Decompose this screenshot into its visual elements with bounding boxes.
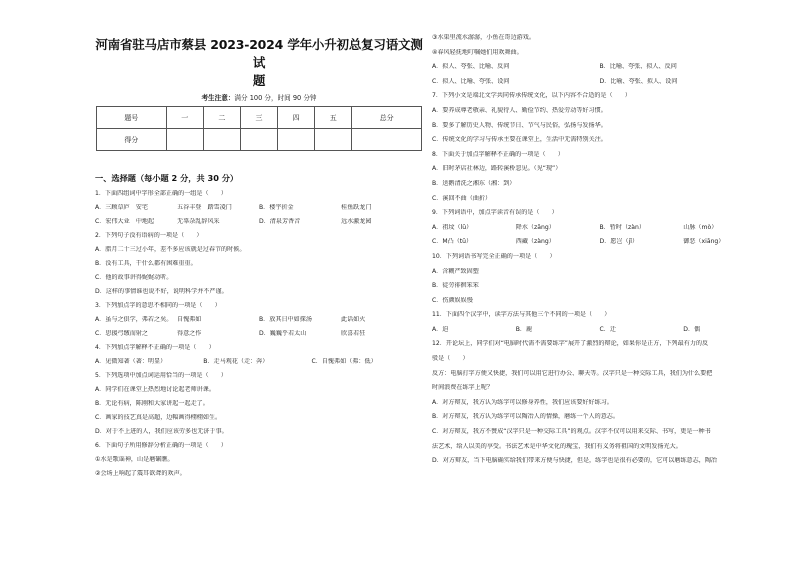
- option-line: C．对方辩友，我方不赞成“汉字只是一种交际工具”的观点。汉字不仅可以用来交际、书写，更是一种书: [432, 428, 711, 436]
- option-line: B．对方辩友，我方认为练字可以陶冶人的情操，磨练一个人的意志。: [432, 413, 619, 421]
- right-column: [432, 34, 767, 472]
- score-cell: [240, 129, 277, 151]
- option-line: ④春风轻抚地叮嘱她们用欢舞曲。: [432, 48, 523, 56]
- option-line: D．这样的事情谁也说不好，说明科学并不严谨。: [95, 288, 228, 295]
- option-line: ①水是歌谣神，山是磨碾瞧。: [95, 456, 174, 463]
- score-header-cell: 三: [240, 107, 277, 129]
- question-line: 10．下列词语书写完全正确的一项是（ ）: [432, 252, 556, 260]
- option-line: D．对于不上进的人，我们应该劳多也无济于事。: [95, 428, 228, 435]
- option: A．迫: [432, 325, 449, 333]
- exam-notice: [95, 92, 423, 102]
- option: A．三顾草庐 安宅: [95, 204, 148, 211]
- option-line: A．含糊严致固塑: [432, 267, 479, 275]
- question-line: 2．下列句子没有语病的一项是（ ）: [95, 232, 203, 239]
- option-line: C．画家的技艺真是高超，边幅画得栩栩如生。: [95, 414, 222, 421]
- option: A．拟人、夸张、比喻、反问: [432, 63, 510, 71]
- passage-line: 反方：电脑打字方便又快捷，我们可以用它进行办公、聊天等。汉字只是一种交际工具，我们为什么要把: [432, 369, 713, 377]
- option: B．放其日中如探汤: [259, 316, 312, 323]
- option-line: 法艺术，给人以美的享受。书法艺术是中华文化的瑰宝，我们有义务将祖国的文明发扬光大。: [432, 442, 682, 450]
- option: B．暂时（zàn）: [599, 223, 645, 231]
- question-line: 7．下列小文是端北文学共同传承传统文化，以下内容不合适的是（ ）: [432, 92, 631, 100]
- question-line: 5．下列选项中加点词运用恰当的一项是（ ）: [95, 372, 227, 379]
- option: 山脉（mò）: [683, 223, 718, 231]
- notice-text: 满分 100 分，时间 90 分钟: [234, 94, 317, 102]
- exam-title: [95, 36, 423, 90]
- score-cell: [203, 129, 240, 151]
- option-line: A．要养成尊老敬亲、礼貌待人、勤俭节约、热爱劳动等好习惯。: [432, 106, 607, 114]
- score-header-cell: 二: [203, 107, 240, 129]
- option-line: C．伤颜娱娱慢: [432, 296, 473, 304]
- options-line: [95, 218, 423, 232]
- question-line: 1．下面四组词中字形全部正确的一组是（ ）: [95, 190, 227, 197]
- option-line: ③水渠里流水潺潺，小鱼在哥边游戏。: [432, 34, 535, 41]
- score-row-label: 得分: [97, 129, 167, 151]
- option: 自愧弗如: [177, 316, 202, 323]
- question-line: 3．下列加点字的意思不相同的一项是（ ）: [95, 302, 221, 309]
- option: 桂鱼跃龙门: [341, 204, 372, 211]
- option-line: ②会场上响起了震耳欲聋的欢声。: [95, 470, 186, 477]
- option: 无辜杂乱辞风采: [177, 218, 220, 225]
- option: A．见微知著（著：明显）: [95, 358, 167, 365]
- option: 五谷丰登 踏雪凌门: [177, 204, 232, 211]
- option-line: C．溪回不曲（曲折）: [432, 194, 492, 202]
- option-line: B．没有工具，干什么都有困难重重。: [95, 260, 197, 267]
- score-table: [96, 106, 422, 151]
- option-line: D．对方辩友，当下电脑确实给我们带来方便与快捷，但是，练字也是很有必要的，它可以磨练意志，陶冶: [432, 457, 718, 465]
- option: D．偶: [683, 325, 701, 333]
- option: 降水（zāng）: [515, 223, 555, 231]
- options-line: [95, 330, 423, 344]
- option-line: A．旧时茅店社林边，路转溪桥忽见。（见“现”）: [432, 165, 562, 173]
- option: B．楼宇折金: [259, 204, 294, 211]
- section-title: 一、选择题（每小题 2 分，共 30 分）: [95, 173, 239, 183]
- question-line: 6．下面句子所用修辞分析正确的一项是（ ）: [95, 442, 227, 449]
- options-line: [432, 238, 767, 253]
- options-line: [432, 224, 767, 239]
- option: C．M凸（tū）: [432, 238, 473, 246]
- question-line: 4．下列加点字解释不正确的一项是（ ）: [95, 344, 215, 351]
- options-line: [432, 78, 767, 93]
- option-line: A．腊月二十三过小年，差不多应该就是过春节的时候。: [95, 246, 246, 253]
- option: D．比喻、夸张、拟人、设问: [599, 77, 678, 85]
- option: B．走马观花（走：奔）: [203, 358, 269, 365]
- option: A．祖坟（lǘ）: [432, 223, 473, 231]
- option-line: C．传统文化的学习与传承主要在课堂上，生活中无需特别关注。: [432, 136, 607, 144]
- option: B．比喻、夸张、拟人、反问: [599, 63, 677, 71]
- question-line: 8．下面关于加点字解释不正确的一项是（ ）: [432, 150, 564, 158]
- option: C．迁: [599, 325, 616, 333]
- option: 远水激龙园: [341, 218, 372, 225]
- option: D．清泉芳香音: [259, 218, 301, 225]
- score-cell: [166, 129, 203, 151]
- options-line: [95, 204, 423, 218]
- score-header-cell: 四: [278, 107, 315, 129]
- left-column: [95, 34, 423, 484]
- score-header-cell: 题号: [97, 107, 167, 129]
- score-cell: [315, 129, 352, 151]
- option-line: C．他的故事讲得娓娓动听。: [95, 274, 173, 281]
- score-header-cell: 一: [166, 107, 203, 129]
- options-line: [95, 316, 423, 330]
- option: C．宏伟大业 中地起: [95, 218, 155, 225]
- score-cell: [278, 129, 315, 151]
- question-line: 9．下列词语中，加点字读音有误的是（ ）: [432, 209, 558, 217]
- exam-title-line1: 河南省驻马店市蔡县 2023-2024 学年小升初总复习语文测试: [95, 37, 423, 70]
- options-line: [432, 63, 767, 78]
- option: 得意之作: [177, 330, 202, 337]
- options-line: [95, 358, 423, 372]
- option: 御恶（xiāng）: [683, 238, 725, 246]
- option: D．愿岂（jǐ）: [599, 238, 639, 246]
- option-line: B．送鹅清洗之湘东（湘：到）: [432, 179, 516, 187]
- option: D．巍巍乎若太山: [259, 330, 307, 337]
- option-line: A．同学们在课堂上热烈地讨论起老师讲课。: [95, 386, 215, 393]
- option: C．自愧弗如（弗：低）: [311, 358, 377, 365]
- option-line: A．对方辩友，我方认为练字可以修身养性，我们应该要好好练习。: [432, 398, 613, 406]
- option: 欣喜若狂: [341, 330, 366, 337]
- option-line: B．要多了解历史人物、传统节日、节气与民俗，弘扬与发扬华。: [432, 121, 607, 129]
- question-line: 12．开论坛上，同学们对“电脑时代需不需要练字”展开了激烈的辩论，如果你是正方，下列最有力的反: [432, 340, 709, 348]
- question-line: 驳是（ ）: [432, 355, 469, 363]
- option: 此话如火: [341, 316, 366, 323]
- question-line: 11．下面四个汉字中，读字方法与其他三个不同的一项是（ ）: [432, 311, 611, 319]
- score-cell: [352, 129, 422, 151]
- exam-title-line2: 题: [252, 73, 266, 88]
- passage-line: 时间浪费在练字上呢？: [432, 384, 493, 392]
- options-line: [432, 326, 767, 341]
- option: C．思援弓缴而射之: [95, 330, 149, 337]
- score-header-cell: 总分: [352, 107, 422, 129]
- score-header-cell: 五: [315, 107, 352, 129]
- option-line: B．徒劳徘徊笨笨: [432, 282, 479, 290]
- option-line: B．无论有病，陈刚和大家讲起一起走了。: [95, 400, 209, 407]
- option: C．拟人、比喻、夸张、设问: [432, 77, 510, 85]
- left-questions: [95, 190, 423, 484]
- score-table-score-row: [97, 129, 422, 151]
- option: A．虽与之俱学，弗若之矣。: [95, 316, 173, 323]
- notice-label: 考生注意：: [201, 94, 235, 102]
- option: B．鹿: [515, 325, 533, 333]
- option: 西藏（zàng）: [515, 238, 555, 246]
- score-table-header-row: [97, 107, 422, 129]
